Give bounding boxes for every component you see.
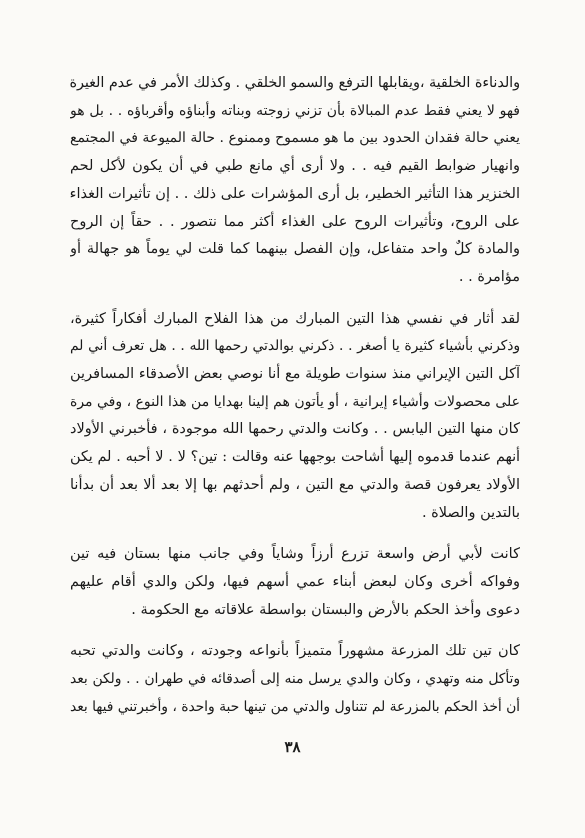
text-line: أنهم عندما قدموه إليها أشاحت بوجهها عنه وقالت : تين؟ لا . لا أحبه . لم يكن: [70, 449, 520, 466]
text-line: مؤامرة . .: [458, 268, 520, 285]
paragraph-1: [70, 70, 520, 292]
text-line: لقد أثار في نفسي هذا التين المبارك من هذا الفلاح المبارك أفكاراً كثيرة،: [70, 310, 520, 327]
paragraph-2: [70, 306, 520, 528]
text-line: كان تين تلك المزرعة مشهوراً متميزاً بأنواعه وجودته ، وكانت والدتي تحبه: [70, 643, 520, 660]
text-line: وتأكل منه وتهدي ، وكان والدي يرسل منه إلى أصدقائه في طهران . . ولكن بعد: [70, 671, 520, 688]
text-line: على الروح، وتأثيرات الروح على الغذاء أكثر مما نتصور . . حقاً إن الروح: [70, 213, 520, 230]
text-line: والمادة كلٌ واحد متفاعل، وإن الفصل بينهما كما قلت لي يوماً هو جهالة أو: [70, 241, 520, 258]
text-line: على محصولات وأشياء إيرانية ، أو يأتون هم إلينا بهدايا من هذا النوع ، وفي مرة: [70, 393, 520, 410]
text-line: وانهيار ضوابط القيم فيه . . ولا أرى أي مانع طبي في أن يكون لأكل لحم: [70, 158, 520, 175]
text-line: الخنزير هذا التأثير الخطير، بل أرى المؤشرات على ذلك . . إن تأثيرات الغذاء: [70, 185, 520, 202]
paragraph-4: [70, 638, 520, 721]
page-number: ٣٨: [284, 738, 301, 756]
paragraph-3: [70, 541, 520, 624]
text-line: دعوى وأخذ الحكم بالأرض والبستان بواسطة علاقاته مع الحكومة .: [131, 601, 520, 618]
text-line: والدناءة الخلقية ،ويقابلها الترفع والسمو الخلقي . وكذلك الأمر في عدم الغيرة: [70, 75, 520, 91]
text-line: يعني حالة فقدان الحدود بين ما هو مسموح وممنوع . حالة الميوعة في المجتمع: [70, 130, 520, 147]
text-line: بالتدين والصلاة .: [421, 504, 520, 521]
text-line: وذكرني بأشياء كثيرة يا أصغر . . ذكرني بوالدتي رحمها الله . . هل تعرف أني لم: [70, 338, 520, 355]
text-line: آكل التين الإيراني منذ سنوات طويلة مع أنا نوصي بعض الأصدقاء المسافرين: [70, 366, 520, 383]
text-line: كانت لأبي أرض واسعة تزرع أرزاً وشاياً وفي جانب منها بستان فيه تين: [70, 546, 520, 563]
text-line: كان منها التين اليابس . . وكانت والدتي رحمها الله موجودة ، فأخبرني الأولاد: [70, 421, 520, 438]
page-body: [70, 70, 520, 721]
text-line: أن أخذ الحكم بالمزرعة لم تتناول والدتي من تينها حبة واحدة ، وأخبرتني فيها بعد: [70, 698, 520, 715]
text-line: فهو لا يعني فقط عدم المبالاة بأن تزني زوجته وبناته وأبناؤه وأقرباؤه . . بل هو: [70, 102, 520, 119]
text-line: الأولاد يعرفون قصة والدتي مع التين ، ولم أحدثهم بها إلا بعد ألا بعد أن بدأنا: [70, 476, 520, 493]
text-line: وفواكه أخرى وكان لبعض أبناء عمي أسهم فيها، ولكن والدي أقام عليهم: [70, 573, 520, 590]
